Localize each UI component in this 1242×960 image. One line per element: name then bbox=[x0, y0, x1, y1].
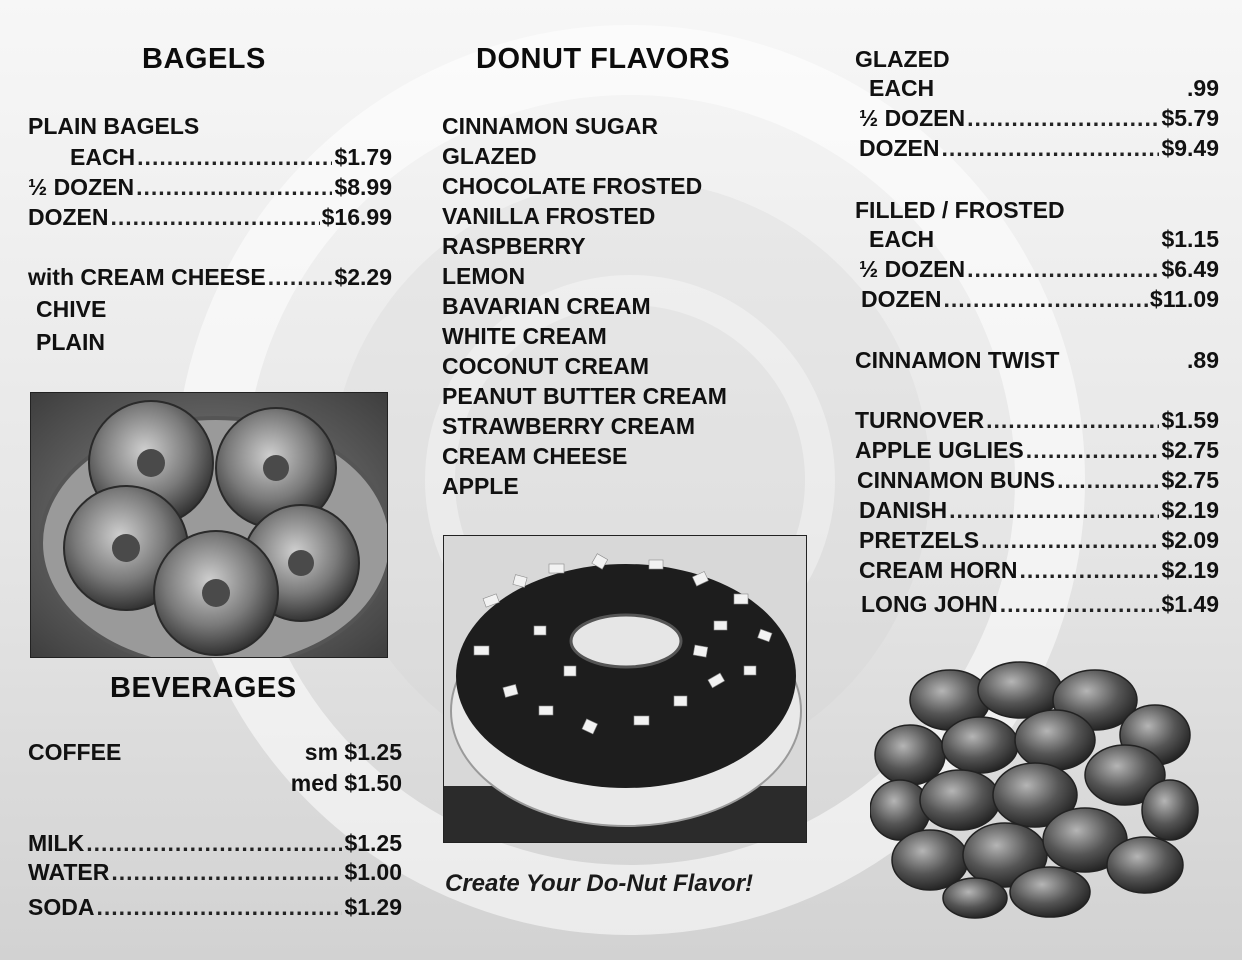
cream-cheese-price: with CREAM CHEESE ..... $2.29 bbox=[28, 262, 392, 292]
flavor-item: RASPBERRY bbox=[442, 233, 586, 259]
flavor-item: STRAWBERRY CREAM bbox=[442, 413, 696, 439]
filled-price-half-dozen: ½ DOZEN ..... $6.49 bbox=[859, 254, 1219, 284]
filled-price-each: EACH $1.15 bbox=[869, 226, 1219, 252]
flavor-item: LEMON bbox=[442, 263, 526, 289]
flavor-item: COCONUT CREAM bbox=[442, 353, 649, 379]
glazed-price-half-dozen: ½ DOZEN ..... $5.79 bbox=[859, 103, 1219, 133]
flavor-item: CINNAMON SUGAR bbox=[442, 113, 658, 139]
flavor-item: GLAZED bbox=[442, 143, 537, 169]
plain-bagels-title: PLAIN BAGELS bbox=[28, 113, 200, 139]
beverage-price-milk: MILK ..... $1.25 bbox=[28, 828, 402, 858]
filled-price-dozen: DOZEN ..... $11.09 bbox=[861, 284, 1219, 314]
sprinkled-donut-photo bbox=[443, 535, 807, 843]
flavor-item: WHITE CREAM bbox=[442, 323, 607, 349]
monkey-bread-photo bbox=[870, 660, 1200, 920]
pastry-price-row: TURNOVER ..... $1.59 bbox=[855, 405, 1219, 435]
beverage-price-soda: SODA ..... $1.29 bbox=[28, 892, 402, 922]
glazed-price-each: EACH .99 bbox=[869, 75, 1219, 101]
coffee-medium-price: med $1.50 bbox=[290, 770, 402, 796]
cream-cheese-option: CHIVE bbox=[36, 296, 107, 322]
glazed-title: GLAZED bbox=[855, 46, 950, 72]
bagels-photo bbox=[30, 392, 388, 658]
flavor-item: APPLE bbox=[442, 473, 519, 499]
coffee-small-price: sm $1.25 bbox=[304, 739, 402, 765]
coffee-label: COFFEE bbox=[28, 739, 122, 765]
bagels-heading: BAGELS bbox=[142, 43, 266, 75]
bagel-price-each: EACH ..... $1.79 bbox=[70, 142, 392, 172]
create-flavor-tagline: Create Your Do-Nut Flavor! bbox=[445, 870, 754, 897]
beverage-price-water: WATER ..... $1.00 bbox=[28, 857, 402, 887]
pastry-price-row: PRETZELS ..... $2.09 bbox=[859, 525, 1219, 555]
cinnamon-twist-price: CINNAMON TWIST .89 bbox=[855, 347, 1219, 373]
flavor-item: BAVARIAN CREAM bbox=[442, 293, 651, 319]
bagel-price-half-dozen: ½ DOZEN ..... $8.99 bbox=[28, 172, 392, 202]
pastry-price-row: CINNAMON BUNS ..... $2.75 bbox=[857, 465, 1219, 495]
donut-flavor-list bbox=[442, 111, 727, 501]
flavor-item: CREAM CHEESE bbox=[442, 443, 628, 469]
cream-cheese-option: PLAIN bbox=[36, 329, 105, 355]
beverages-heading: BEVERAGES bbox=[110, 672, 297, 704]
pastry-price-row: APPLE UGLIES ..... $2.75 bbox=[855, 435, 1219, 465]
filled-frosted-title: FILLED / FROSTED bbox=[855, 197, 1065, 223]
pastry-price-row: CREAM HORN ..... $2.19 bbox=[859, 555, 1219, 585]
bagel-price-dozen: DOZEN ..... $16.99 bbox=[28, 202, 392, 232]
pastry-price-row: DANISH ..... $2.19 bbox=[859, 495, 1219, 525]
flavor-item: PEANUT BUTTER CREAM bbox=[442, 383, 727, 409]
pastry-price-row: LONG JOHN ..... $1.49 bbox=[861, 589, 1219, 619]
donut-flavors-heading: DONUT FLAVORS bbox=[476, 43, 731, 75]
glazed-price-dozen: DOZEN ..... $9.49 bbox=[859, 133, 1219, 163]
flavor-item: CHOCOLATE FROSTED bbox=[442, 173, 703, 199]
flavor-item: VANILLA FROSTED bbox=[442, 203, 656, 229]
